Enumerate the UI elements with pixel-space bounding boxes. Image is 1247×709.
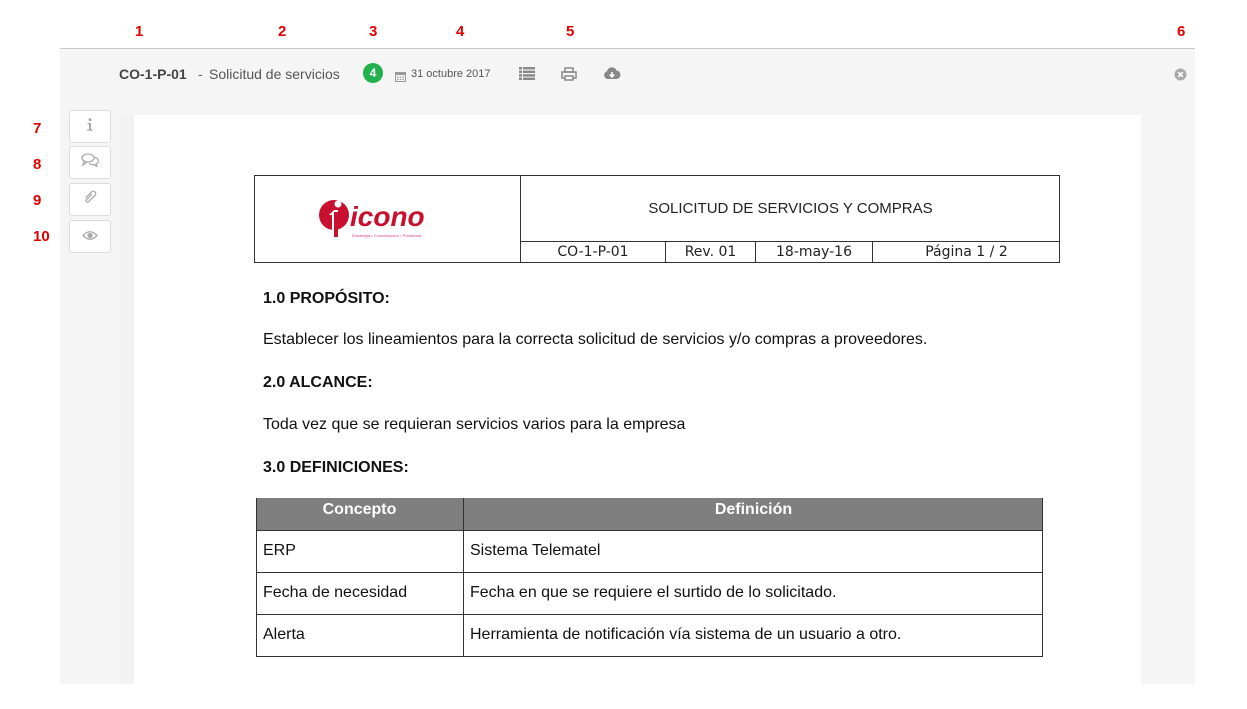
section-heading: 1.0 PROPÓSITO: bbox=[263, 290, 390, 307]
version-badge[interactable]: 4 bbox=[363, 63, 383, 83]
column-header-concepto: Concepto bbox=[322, 501, 397, 518]
marker-8: 8 bbox=[33, 156, 42, 173]
close-circle-icon[interactable] bbox=[1174, 68, 1187, 86]
marker-7: 7 bbox=[33, 120, 42, 137]
marker-2: 2 bbox=[278, 23, 287, 40]
list-icon[interactable] bbox=[519, 67, 535, 85]
marker-4: 4 bbox=[456, 23, 465, 40]
table-border bbox=[1042, 498, 1043, 657]
table-cell: Alerta bbox=[263, 626, 305, 643]
eye-icon bbox=[82, 228, 98, 246]
company-logo: icono bbox=[350, 201, 425, 232]
viewer-top-margin bbox=[120, 99, 1141, 115]
table-row-divider bbox=[256, 614, 1043, 615]
marker-3: 3 bbox=[369, 23, 378, 40]
info-icon bbox=[86, 118, 94, 136]
table-cell: ERP bbox=[263, 542, 296, 559]
print-icon[interactable] bbox=[561, 67, 577, 86]
document-title: Solicitud de servicios bbox=[209, 66, 340, 82]
table-cell: Herramienta de notificación vía sistema de un usuario a otro. bbox=[470, 626, 902, 643]
table-border bbox=[256, 656, 1043, 657]
document-code: CO-1-P-01 bbox=[119, 66, 187, 82]
section-body: Establecer los lineamientos para la correcta solicitud de servicios y/o compras a proveedores. bbox=[263, 331, 928, 348]
logo-mark-icon bbox=[318, 193, 352, 244]
form-code: CO-1-P-01 bbox=[557, 244, 629, 260]
info-button[interactable] bbox=[69, 110, 111, 143]
document-date: 31 octubre 2017 bbox=[411, 68, 491, 80]
marker-6: 6 bbox=[1177, 23, 1186, 40]
preview-button[interactable] bbox=[69, 220, 111, 253]
marker-5: 5 bbox=[566, 23, 575, 40]
marker-1: 1 bbox=[135, 23, 144, 40]
section-body: Toda vez que se requieran servicios varios para la empresa bbox=[263, 416, 686, 433]
table-column-divider bbox=[463, 498, 464, 657]
calendar-icon bbox=[395, 69, 406, 87]
cloud-download-icon[interactable] bbox=[603, 67, 621, 85]
table-border bbox=[256, 498, 257, 657]
table-row-divider bbox=[256, 572, 1043, 573]
form-title: SOLICITUD DE SERVICIOS Y COMPRAS bbox=[648, 200, 933, 217]
section-heading: 2.0 ALCANCE: bbox=[263, 374, 373, 391]
marker-10: 10 bbox=[33, 228, 50, 245]
form-date: 18-may-16 bbox=[776, 244, 852, 260]
table-cell: Fecha en que se requiere el surtido de lo solicitado. bbox=[470, 584, 837, 601]
company-logo-subtitle: Estrategia • Comunicación • Publicidad bbox=[352, 233, 422, 238]
table-cell: Sistema Telematel bbox=[470, 542, 601, 559]
title-separator: - bbox=[198, 66, 203, 82]
section-heading: 3.0 DEFINICIONES: bbox=[263, 459, 409, 476]
marker-9: 9 bbox=[33, 192, 42, 209]
comments-button[interactable] bbox=[69, 146, 111, 179]
column-header-definicion: Definición bbox=[714, 501, 793, 518]
attachment-icon bbox=[83, 190, 97, 209]
form-page: Página 1 / 2 bbox=[925, 244, 1008, 260]
viewer-right-margin bbox=[1141, 99, 1195, 684]
header-table-row-divider bbox=[520, 241, 1060, 242]
table-cell: Fecha de necesidad bbox=[263, 584, 408, 601]
comments-icon bbox=[81, 153, 99, 172]
form-revision: Rev. 01 bbox=[684, 244, 737, 260]
table-row-divider bbox=[256, 530, 1043, 531]
attachments-button[interactable] bbox=[69, 183, 111, 216]
